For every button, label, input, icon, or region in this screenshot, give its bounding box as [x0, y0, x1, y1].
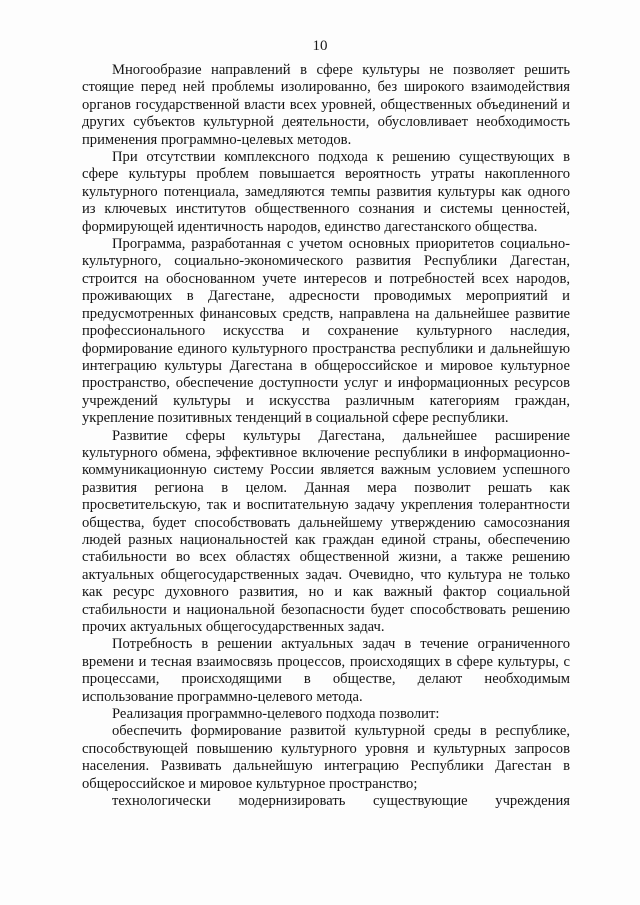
paragraph: Многообразие направлений в сфере культуры не позволяет решить стоящие перед ней проблемы изолированно, без широкого взаимодействия органов государственной власти всех уровней, общественных объединений и других субъектов культурной деятельности, обусловливает необходимость применения программно-целевых методов.	[82, 62, 570, 148]
page-number: 10	[312, 38, 328, 54]
paragraph: Программа, разработанная с учетом основных приоритетов социально-культурного, социально-экономического развития Республики Дагестан, строится на обоснованном учете интересов и потребностей всех народов, проживающих в Дагестане, адресности проводимых мероприятий и предусмотренных финансовых средств, направлена на дальнейшее развитие профессионального искусства и сохранение культурного наследия, формирование единого культурного пространства республики и дальнейшую интеграцию культуры Дагестана в общероссийское и мировое культурное пространство, обеспечение доступности услуг и информационных ресурсов учреждений культуры и искусства различным категориям граждан, укрепление позитивных тенденций в социальной сфере республики.	[82, 236, 570, 427]
paragraph: Потребность в решении актуальных задач в течение ограниченного времени и тесная взаимосвязь процессов, происходящих в сфере культуры, с процессами, происходящими в обществе, делают необходимым использование программно-целевого метода.	[82, 636, 570, 705]
paragraph: Реализация программно-целевого подхода позволит:	[112, 706, 440, 723]
paragraph: Развитие сферы культуры Дагестана, дальнейшее расширение культурного обмена, эффективное включение республики в информационно-коммуникационную систему России является важным условием успешного развития региона в целом. Данная мера позволит решать как просветительскую, так и воспитательную задачу укрепления толерантности общества, будет способствовать дальнейшему утверждению самосознания людей разных национальностей как граждан единой страны, обеспечению стабильности во всех областях общественной жизни, а также решению актуальных общегосударственных задач. Очевидно, что культура не только как ресурс духовного развития, но и как важный фактор социальной стабильности и национальной безопасности будет способствовать решению прочих актуальных общегосударственных задач.	[82, 427, 570, 635]
paragraph: обеспечить формирование развитой культурной среды в республике, способствующей повышению культурного уровня и культурных запросов населения. Развивать дальнейшую интеграцию Республики Дагестан в общероссийское и мировое культурное пространство;	[82, 723, 570, 792]
paragraph: технологически модернизировать существующие учреждения	[112, 793, 570, 810]
document-body	[82, 62, 570, 810]
paragraph: При отсутствии комплексного подхода к решению существующих в сфере культуры проблем повышается вероятность утраты накопленного культурного потенциала, замедляются темпы развития культуры как одного из ключевых институтов общественного сознания и системы ценностей, формирующей идентичность народов, единство дагестанского общества.	[82, 149, 570, 235]
